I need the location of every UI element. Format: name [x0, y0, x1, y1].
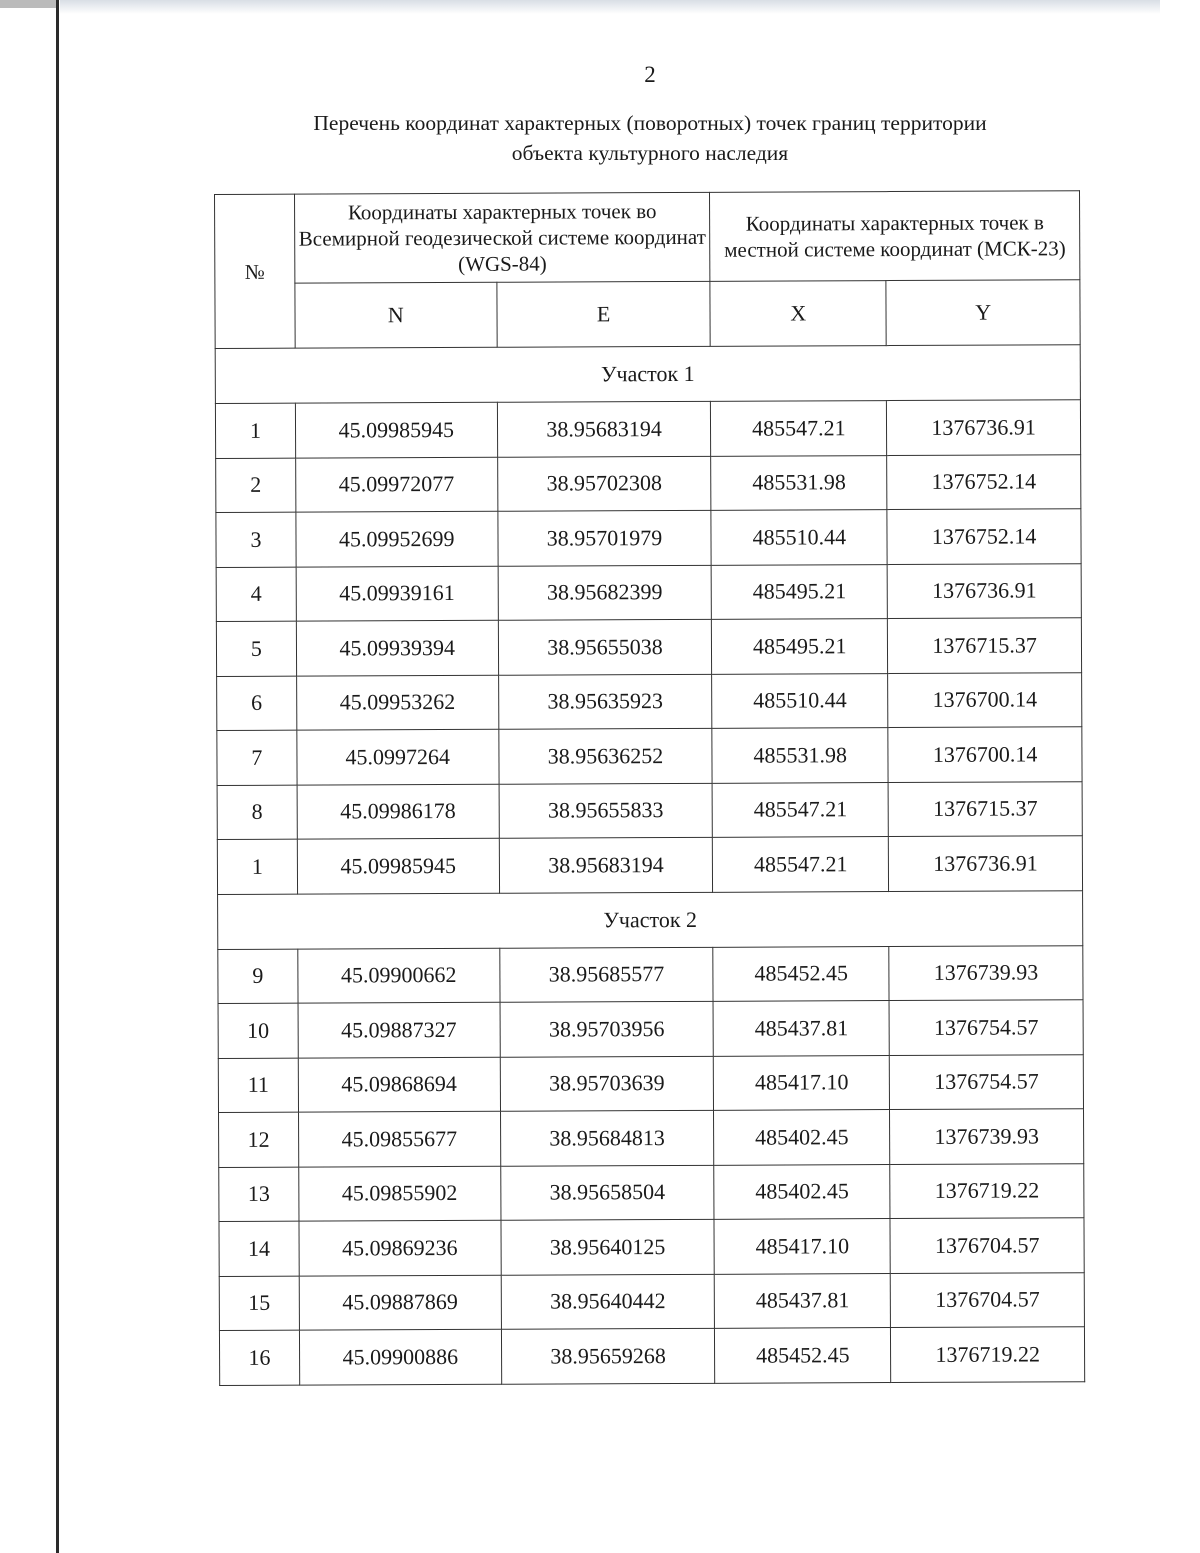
msk23-x-cell: 485402.45	[714, 1164, 890, 1219]
table-row	[219, 1327, 1084, 1385]
msk23-y-cell: 1376736.91	[887, 400, 1081, 455]
wgs84-n-cell: 45.09887327	[298, 1002, 500, 1057]
msk23-x-cell: 485531.98	[711, 455, 887, 510]
msk23-y-cell: 1376752.14	[887, 509, 1081, 564]
wgs84-n-cell: 45.09985945	[295, 402, 497, 457]
msk23-x-cell: 485452.45	[713, 946, 889, 1001]
number-column-header: №	[215, 194, 296, 348]
point-number-cell: 15	[219, 1276, 299, 1331]
wgs84-n-cell: 45.09868694	[298, 1057, 500, 1112]
msk23-y-cell: 1376752.14	[887, 454, 1081, 509]
wgs84-e-cell: 38.95683194	[499, 837, 713, 892]
table-row	[216, 454, 1081, 512]
wgs84-e-cell: 38.95684813	[500, 1110, 714, 1165]
point-number-cell: 7	[217, 730, 297, 785]
wgs84-e-cell: 38.95659268	[501, 1328, 715, 1383]
table-row	[217, 836, 1082, 894]
wgs84-e-cell: 38.95635923	[498, 674, 712, 729]
wgs84-n-cell: 45.09939161	[296, 566, 498, 621]
scan-edge-corner	[0, 0, 59, 8]
wgs84-e-cell: 38.95703639	[500, 1056, 714, 1111]
wgs84-n-cell: 45.09939394	[296, 620, 498, 675]
e-column-header: E	[497, 281, 711, 347]
section-label: Участок 1	[215, 345, 1080, 404]
msk23-x-cell: 485495.21	[712, 619, 888, 674]
wgs84-n-cell: 45.09887869	[299, 1275, 501, 1330]
wgs84-e-cell: 38.95640442	[501, 1274, 715, 1329]
n-column-header: N	[295, 282, 497, 348]
point-number-cell: 6	[217, 676, 297, 731]
section-row	[215, 345, 1080, 404]
scan-edge-left	[56, 0, 59, 1553]
msk23-x-cell: 485510.44	[712, 673, 888, 728]
point-number-cell: 5	[216, 621, 296, 676]
point-number-cell: 14	[219, 1221, 299, 1276]
wgs84-e-cell: 38.95636252	[498, 728, 712, 783]
table-row	[218, 1000, 1083, 1058]
msk23-x-cell: 485417.10	[714, 1219, 890, 1274]
wgs84-n-cell: 45.09869236	[299, 1220, 501, 1275]
table-row	[217, 781, 1082, 839]
wgs84-e-cell: 38.95701979	[498, 510, 712, 565]
msk23-y-cell: 1376700.14	[888, 672, 1082, 727]
msk23-y-cell: 1376704.57	[890, 1218, 1084, 1273]
point-number-cell: 3	[216, 512, 296, 567]
scan-edge-top	[60, 0, 1160, 14]
wgs84-n-cell: 45.09855677	[298, 1111, 500, 1166]
table-row	[219, 1218, 1084, 1276]
point-number-cell: 16	[219, 1330, 299, 1385]
msk23-y-cell: 1376736.91	[888, 836, 1082, 891]
point-number-cell: 13	[219, 1167, 299, 1222]
wgs84-n-cell: 45.09953262	[296, 675, 498, 730]
wgs84-e-cell: 38.95683194	[497, 401, 711, 456]
msk23-y-cell: 1376715.37	[888, 781, 1082, 836]
msk23-x-cell: 485531.98	[712, 728, 888, 783]
msk23-y-cell: 1376739.93	[890, 1109, 1084, 1164]
table-row	[216, 509, 1081, 567]
table-row	[219, 1109, 1084, 1167]
wgs84-n-cell: 45.09952699	[296, 511, 498, 566]
page-number: 2	[644, 62, 656, 87]
table-row	[216, 563, 1081, 621]
wgs84-n-cell: 45.09985945	[297, 838, 499, 893]
document-title	[200, 108, 1100, 168]
x-column-header: X	[710, 281, 886, 347]
table-row	[216, 618, 1081, 676]
point-number-cell: 11	[218, 1058, 298, 1113]
point-number-cell: 9	[218, 949, 298, 1004]
wgs84-n-cell: 45.09855902	[299, 1166, 501, 1221]
section-label: Участок 2	[218, 890, 1083, 949]
msk23-x-cell: 485437.81	[713, 1001, 889, 1056]
point-number-cell: 10	[218, 1003, 298, 1058]
wgs84-e-cell: 38.95703956	[500, 1001, 714, 1056]
coordinates-table	[214, 190, 1085, 1385]
msk23-x-cell: 485547.21	[711, 401, 887, 456]
wgs84-e-cell: 38.95685577	[499, 947, 713, 1002]
table-body	[215, 345, 1085, 1385]
table-header-row	[215, 191, 1080, 284]
msk23-y-cell: 1376700.14	[888, 727, 1082, 782]
msk23-x-cell: 485417.10	[714, 1055, 890, 1110]
msk23-y-cell: 1376704.57	[890, 1272, 1084, 1327]
section-row	[218, 890, 1083, 949]
wgs84-e-cell: 38.95682399	[498, 565, 712, 620]
msk23-y-cell: 1376715.37	[888, 618, 1082, 673]
wgs84-e-cell: 38.95702308	[497, 456, 711, 511]
table-row	[215, 400, 1080, 458]
table-row	[218, 945, 1083, 1003]
point-number-cell: 1	[215, 403, 295, 458]
point-number-cell: 4	[216, 567, 296, 622]
wgs84-group-header: Координаты характерных точек во Всемирной геодезической системе координат (WGS-84)	[294, 192, 710, 283]
msk23-group-header: Координаты характерных точек в местной системе координат (МСК-23)	[710, 191, 1080, 282]
msk23-x-cell: 485510.44	[711, 510, 887, 565]
table-row	[219, 1163, 1084, 1221]
table-row	[217, 672, 1082, 730]
wgs84-e-cell: 38.95658504	[500, 1165, 714, 1220]
msk23-x-cell: 485547.21	[713, 837, 889, 892]
wgs84-e-cell: 38.95655038	[498, 619, 712, 674]
wgs84-n-cell: 45.09900662	[298, 948, 500, 1003]
wgs84-e-cell: 38.95640125	[501, 1219, 715, 1274]
point-number-cell: 1	[217, 839, 297, 894]
msk23-x-cell: 485452.45	[715, 1328, 891, 1383]
msk23-x-cell: 485402.45	[714, 1110, 890, 1165]
document-title-line-1: Перечень координат характерных (поворотных) точек границ территории	[313, 111, 987, 135]
point-number-cell: 12	[219, 1112, 299, 1167]
msk23-y-cell: 1376719.22	[891, 1327, 1085, 1382]
wgs84-n-cell: 45.09972077	[296, 457, 498, 512]
msk23-y-cell: 1376736.91	[887, 563, 1081, 618]
table-row	[217, 727, 1082, 785]
wgs84-n-cell: 45.0997264	[297, 729, 499, 784]
table-axis-header-row	[215, 280, 1080, 349]
msk23-x-cell: 485547.21	[712, 782, 888, 837]
y-column-header: Y	[886, 280, 1080, 346]
msk23-y-cell: 1376739.93	[889, 945, 1083, 1000]
msk23-y-cell: 1376754.57	[889, 1000, 1083, 1055]
table-row	[219, 1272, 1084, 1330]
point-number-cell: 8	[217, 785, 297, 840]
msk23-y-cell: 1376754.57	[889, 1054, 1083, 1109]
msk23-y-cell: 1376719.22	[890, 1163, 1084, 1218]
point-number-cell: 2	[216, 458, 296, 513]
table-row	[218, 1054, 1083, 1112]
document-title-line-2: объекта культурного наследия	[511, 141, 789, 165]
wgs84-n-cell: 45.09900886	[299, 1329, 501, 1384]
wgs84-e-cell: 38.95655833	[499, 783, 713, 838]
msk23-x-cell: 485495.21	[712, 564, 888, 619]
wgs84-n-cell: 45.09986178	[297, 784, 499, 839]
msk23-x-cell: 485437.81	[715, 1273, 891, 1328]
